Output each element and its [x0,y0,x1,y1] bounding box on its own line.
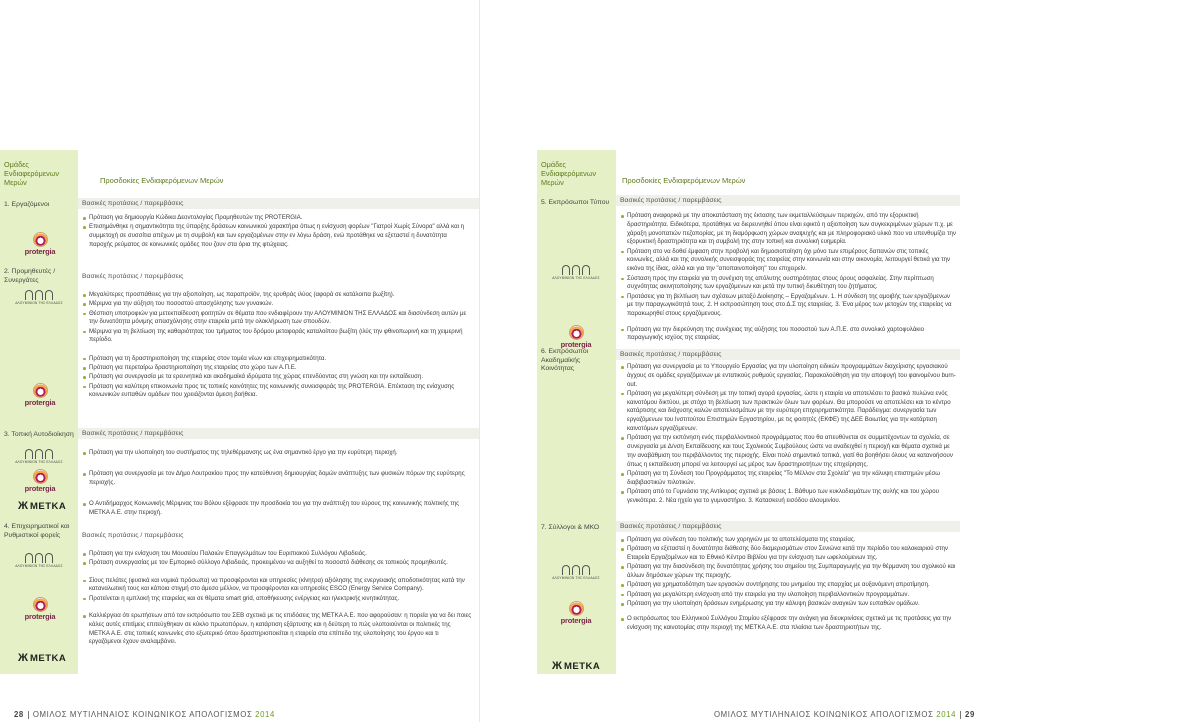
left-sub-label-3: Βασικές προτάσεις / παρεμβάσεις [82,430,184,437]
list-item: Σίους πελάτες (φυσικά και νομικά πρόσωπα) να προσφέρονται και υπηρεσίες (κίνητρα) αξιόλησης της ενεργειακής αποδοτικότητας κατά την καταναλωτική τους και κάποια στιγμή στο άμεσο μέλλον, να προσφέρονται και υπηρεσίες ESCO (Energy Service Company). [82,577,472,595]
metka-logo-1 [18,501,66,512]
list-item: Μέριμνα για τη βελτίωση της καθαριότητας του τμήματος του δρόμου μεταφοράς καταλοίπου βωξίτη (ιλύς την φθινοπωρινή και τη χειμερινή περίοδο. [82,328,472,346]
list-item: Θέσπιση υποτροφιών για μετεκπαίδευση φοιτητών σε θέματα που ενδιαφέρουν την ΑΛΟΥΜΙΝΙΟΝ ΤΗΣ ΕΛΛΑΔΟΣ και διασύνδεση αυτών με την δυνατότητα μόνιμης απασχόλησης στην εταιρεία μετά την ολοκλήρωση των σπουδών. [82,310,472,328]
list-item: Πρόταση για την εκπόνηση ενός περιβαλλοντικού προγράμματος που θα απευθύνεται σε συμμετέχοντων τα σχολεία, σε συνεργασία με Δ/νση Εκπαίδευσης και τους Σχολικούς Συμβούλους ώστε να αναδειχθεί η περιοχή και θέματα σχετικά με την αναβάθμιση του περιβάλλοντος της περιοχής. Είναι πολύ σημαντικό τοπικά, γιατί θα βοηθήσει όλους να κατανοήσουν όπως η εκπαίδευση μπορεί να λειτουργεί ως μέρος των δραστηριοτήτων της επιχείρησης. [620,434,956,469]
left-sub-label-1: Βασικές προτάσεις / παρεμβάσεις [82,200,184,207]
protergia-logo [20,232,60,256]
list-item: Πρόταση για την διασύνδεση της δυνατότητας χρήσης του σημείου της Συμπαραγωγής για την θέρμανση του σχολικού και άλλων δημόσιων χώρων της περιοχής. [620,563,956,581]
right-col-header: Ομάδες Ενδιαφερόμενων Μερών [541,160,597,187]
right-group-7-content [620,536,956,633]
right-sub-label-5: Βασικές προτάσεις / παρεμβάσεις [620,197,722,204]
protergia-wordmark: protergia [24,398,56,407]
alum-logo-5 [552,565,600,580]
metka-wordmark: METKA [563,661,601,672]
list-item: Πρόταση για την υλοποίηση του συστήματος της τηλεθέρμανσης ως ένα σημαντικό έργο για την ευρύτερη περιοχή. [82,449,472,458]
alum-wordmark: ΑΛΟΥΜΙΝΙΟΝ ΤΗΣ ΕΛΛΑΔΟΣ [15,301,63,305]
protergia-mark-icon [33,597,48,612]
left-expectations-title: Προσδοκίες Ενδιαφερόμενων Μερών [100,176,224,185]
metka-logo-3 [552,661,600,672]
footer-divider [960,711,961,719]
right-sub-label-7: Βασικές προτάσεις / παρεμβάσεις [620,523,722,530]
list-item: Πρόταση για την διερεύνηση της συνέχειας της αύξησης του ποσοστού των Α.Π.Ε. στο συνολικό χαρτοφυλάκιο παραγωγικής ισχύος της εταιρείας. [620,326,956,344]
list-item: Πρόταση να εξεταστεί η δυνατότητα διάθεσης δύο διαμερισμάτων στον Σενιώνα κατά την περίοδο του καλοκαιριού στην Εταιρεία Εργαζομένων και το Εθνικό Κέντρο Βιβλίου για την ενίσχυση των ωφελούμενων της. [620,545,956,563]
alum-mark-icon [19,290,59,300]
list-item: Πρόταση για συνεργασία με το Υπουργείο Εργασίας για την υλοποίηση ειδικών προγραμμάτων διαχείρισης εργασιακού άγχους σε ομάδες εργαζόμενων με εντατικούς ρυθμούς εργασίας. Παρακολούθηση για την αποφυγή του φαινομένου burn-out. [620,363,956,389]
right-page [480,0,975,722]
alum-wordmark: ΑΛΟΥΜΙΝΙΟΝ ΤΗΣ ΕΛΛΑΔΟΣ [15,460,63,464]
right-group-6-label: 6. Εκπρόσωποι Ακαδημαϊκής Κοινότητας [541,348,589,372]
left-sub-label-2: Βασικές προτάσεις / παρεμβάσεις [82,273,184,280]
protergia-logo-5 [556,325,596,349]
list-item: Πρόταση για καλύτερη επικοινωνία προς τις τοπικές κοινότητες της κοινωνικής συνεισφοράς της PROTERGIA. Επέκταση της ενίσχυσης κοινωνικών ευπαθών ομάδων που χρειάζονται άμεση βοήθεια. [82,383,472,401]
alum-logo-4 [552,265,600,280]
left-group-2-label: 2. Προμηθευτές / Συνεργάτες [4,268,56,284]
alum-wordmark: ΑΛΟΥΜΙΝΙΟΝ ΤΗΣ ΕΛΛΑΔΟΣ [552,576,600,580]
protergia-wordmark: protergia [560,616,592,625]
protergia-wordmark: protergia [24,484,56,493]
alum-mark-icon [19,449,59,459]
list-item: Πρόταση αναφορικά με την αποκατάσταση της έκτασης των εκμεταλλεύσιμων περιοχών, από την εξορυκτική δραστηριότητα. Ειδικότερα, προτάθηκε να διερευνηθεί όπου είναι εφικτό η αξιοποίηση των συγκεκριμένων χώρων π.χ. με χάραξη μονοπατιών πεζοπορίας, με τη διαμόρφωση χώρων αναψυχής και με πληροφοριακό υλικό που να υπενθυμίζει την εξορυκτική δραστηριότητα και τη συμβολή της στην τοπική και συνολική ευημερία. [620,212,956,247]
list-item: Πρόταση για την υλοποίηση δράσεων ενημέρωσης για την κάλυψη βασικών αναγκών των ευπαθών ομάδων. [620,600,956,609]
right-group-5-content [620,212,956,344]
protergia-wordmark: protergia [24,247,56,256]
protergia-mark-icon [33,232,48,247]
metka-wordmark: METKA [29,653,67,664]
protergia-wordmark: protergia [24,612,56,621]
alum-logo-2 [15,449,63,464]
list-item: Πρόταση για δημιουργία Κώδικα Δεοντολογίας Προμηθευτών της PROTERGIA. [82,214,472,223]
right-group-5-label: 5. Εκπρόσωποι Τύπου [541,199,610,206]
right-stakeholder-column [537,150,616,674]
right-group-7-label: 7. Σύλλογοι & ΜΚΟ [541,524,600,531]
protergia-mark-icon [569,601,584,616]
left-footer [14,708,494,722]
list-item: Πρόταση για τη δραστηριοποίηση της εταιρείας στον τομέα νέων και επιχειρηματικότητα. [82,355,472,364]
list-item: Πρόταση για συνεργασία με τα ερευνητικά και ακαδημαϊκά ιδρύματα της χώρας επενδύοντας στη γνώση και την εκπαίδευση. [82,373,472,382]
list-item: Καλλιέργεια ότι ερωτήσεων από τον εκπρόσωπο του ΣΕΒ σχετικά με τις επιδόσεις της ΜΕΤΚΑ Α.Ε. που αφορούσαν: η πορεία για να δει ποιες κάλες αυτές επιτίμεις επιτεύχθηκαν σε κύκλο πρωτοπόρων, η κατάρτιση εξάρτυσης και η δεύτερη το πώς υλοποιούνται οι πολιτικές της ΜΕΤΚΑ Α.Ε. στις τοπικές κοινωνίες στο εξωτερικό όπου δραστηριοποιείται η εταιρεία στα επίπεδο της υλοποίησης του έργου και τι εργαζόμενοι έχουν αναλαμβάνει. [82,612,472,647]
list-item: Πρόταση για σύνδεση του πολιτικής των χορηγιών με τα αποτελέσματα της εταιρείας. [620,536,956,545]
right-expectations-title: Προσδοκίες Ενδιαφερόμενων Μερών [622,176,746,185]
footer-divider [28,711,29,719]
right-footer [714,708,1194,722]
list-item: Πρόταση για την ενίσχυση του Μουσείου Παλαιών Επαγγελμάτων του Ευριπιακού Συλλόγου Λιβαδειάς. [82,550,472,559]
alum-mark-icon [556,265,596,275]
left-group-1-content [82,214,472,250]
protergia-logo-3 [20,469,60,493]
left-group-4-label: 4. Επιχειρηματικοί και Ρυθμιστικοί φορείς [4,523,70,539]
footer-year-left: 2014 [255,710,275,719]
list-item: Πρόταση από το Γυμνάσιο της Αντίκυρας σχετικά με βάσεις 1. Βάθυμο των κυκλοδιαμάτων της αυλής και του χώρου γενικότερα. 2. Νέα ηχείο για το γυμναστήριο. 3. Κατασκευή εισόδου αλουμινίου. [620,488,956,506]
list-item: Προτάσεις για τη βελτίωση των σχέσεων μεταξύ Διοίκησης – Εργαζομένων. 1. Η σύνδεση της αμοιβής των εργαζόμενων με την παραγωγικότητά τους. 2. Η εκπροσώπηση τους στο Δ.Σ της εταιρείας. 3. Ένα μέρος των μετοχών της εταιρείας να παρακωρηθεί στους εργαζόμενους. [620,293,956,319]
left-group-3-label: 3. Τοπική Αυτοδιοίκηση [4,431,74,438]
left-group-4-content [82,550,472,648]
list-item: Ο εκπρόσωπος του Ελληνικού Συλλόγου Στομίου εξέφρασε την ανάγκη για διευκρινίσεις σχετικά με τις προτάσεις για την ενίσχυση της καινοτομίας στην περιοχή της ΜΕΤΚΑ Α.Ε. στα πλαίσια των δραστηριοτήτων της. [620,615,956,633]
list-item: Σύσταση προς την εταιρεία για τη συνέχιση της απόλυτης ουστηρότητας στους όρους ασφαλείας. Στην περίπτωση συχνότητας ακινητοποίησης των εργαζόμενων και μετά την τυπική διευθέτηση του ζητήματος. [620,275,956,293]
alum-wordmark: ΑΛΟΥΜΙΝΙΟΝ ΤΗΣ ΕΛΛΑΔΟΣ [15,564,63,568]
left-page [0,0,480,722]
list-item: Προτείνεται η εμπλοκή της εταιρείας και σε θέματα smart grid, αποθήκευσης ενέργειας και ηλεκτρικής κινητικότητας. [82,595,472,604]
list-item: Πρόταση για συνεργασία με τον Δήμο Λουτρακίου προς την κατεύθυνση δημιουργίας δομών ανάπτυξης των φυσικών πόρων της ευρύτερης περιοχής. [82,470,472,488]
alum-wordmark: ΑΛΟΥΜΙΝΙΟΝ ΤΗΣ ΕΛΛΑΔΟΣ [552,276,600,280]
list-item: Μέριμνα για την αύξηση του ποσοστού απασχόλησης των γυναικών. [82,300,472,309]
metka-mark-icon: Ж [552,660,562,672]
protergia-mark-icon [33,469,48,484]
list-item: Πρόταση για χρηματοδότηση των εργασιών συντήρησης του μνημείου της επαρχίας με αυξανόμενη απροτίμηση. [620,581,956,590]
right-group-6-content [620,363,956,506]
metka-logo-2 [18,653,66,664]
metka-mark-icon: Ж [18,652,28,664]
alum-logo-3 [15,553,63,568]
protergia-wordmark: protergia [560,340,592,349]
list-item: Πρόταση για μεγαλύτερη σύνδεση με την τοπική αγορά εργασίας, ώστε η εταιρία να αποτελέσει το βασικό πυλώνα ενός καινοτόμου δικτύου, με στόχο τη βελτίωση των πρακτικών όλων των φορέων. Θα μπορούσε να αποτελέσει και το κέντρο κατάρτισης και διάχυσης καλών αποτελεσμάτων με την ευρύτερη επιχειρηματικότητα. Παράδειγμα: συνεργασία των εργαζόμενων του Ινστιτούτου Επιστημών Εργαστηρίου, με τις φοιτητές (ΕΚΦΕ) της ΔΕΕ Βοιωτίας για την κατάρτιση καινοτόμων εργαζόμενων. [620,390,956,434]
left-stakeholder-column [0,150,78,674]
protergia-logo-2 [20,383,60,407]
list-item: Ο Αντιδήμαρχος Κοινωνικής Μέριμνας του Βόλου εξέφρασε την προσδοκία του για την ανάπτυξη του εύρους της κοινωνικής πολιτικής της ΜΕΤΚΑ Α.Ε. στην περιοχή. [82,500,472,518]
left-sub-label-4: Βασικές προτάσεις / παρεμβάσεις [82,532,184,539]
alum-logo-1 [15,290,63,305]
left-group-2-content [82,291,472,401]
metka-wordmark: METKA [29,501,67,512]
left-group-3-content [82,449,472,518]
page-number-right: 29 [965,710,975,719]
left-col-header: Ομάδες Ενδιαφερόμενων Μερών [4,160,60,187]
list-item: Πρόταση για μεγαλύτερη ενίσχυση από την εταιρεία για την υλοποίηση περιβαλλοντικών προγραμμάτων. [620,591,956,600]
protergia-logo-6 [556,601,596,625]
list-item: Πρόταση συνεργασίας με τον Εμπορικό σύλλογο Λιβαδειάς, προκειμένου να αυξηθεί το ποσοστό διάθεσης σε τοπικούς προμηθευτές. [82,559,472,568]
list-item: Πρόταση στο να δοθεί έμφαση στην προβολή και δημοσιοποίηση όχι μόνο των επιμέρους δαπανών στις τοπικές κοινωνίες, αλλά και της συνολικής συνεισφοράς της εταιρείας στην κοινωνία και στην οικονομία, λειτουργεί θετικά για την εικόνα της ίδιας, αλλά και για την "αποπαινοποίηση" του επιχειρείν. [620,248,956,274]
footer-year-right: 2014 [936,710,957,719]
alum-mark-icon [556,565,596,575]
footer-title-left: ΟΜΙΛΟΣ ΜΥΤΙΛΗΝΑΙΟΣ ΚΟΙΝΩΝΙΚΟΣ ΑΠΟΛΟΓΙΣΜΟΣ [32,710,253,719]
right-sub-label-6: Βασικές προτάσεις / παρεμβάσεις [620,351,722,358]
footer-title-right: ΟΜΙΛΟΣ ΜΥΤΙΛΗΝΑΙΟΣ ΚΟΙΝΩΝΙΚΟΣ ΑΠΟΛΟΓΙΣΜΟΣ [714,710,934,719]
list-item: Μεγαλύτερες προσπάθειες για την αξιοποίηση, ως παραπροϊόν, της ερυθράς ιλύος (αφορά σε κατάλοιπα βωξίτη). [82,291,472,300]
page-number-left: 28 [14,710,24,719]
list-item: Πρόταση για περεταίρω δραστηριοποίηση της εταιρείας στο χώρο των Α.Π.Ε. [82,364,472,373]
metka-mark-icon: Ж [18,500,28,512]
alum-mark-icon [19,553,59,563]
list-item: Επισημάνθηκε η σημαντικότητα της ύπαρξης δράσεων κοινωνικού χαρακτήρα όπως η ενίσχυση φορέων "Γιατροί Χωρίς Σύνορα" αλλά και η συμμετοχή σε συσσίτια απέχων με τη συμβολή και των εργαζομένων στην εν λόγω δράση, ενώ προτάθηκε να εξεταστεί η δυνατότητα παροχής ρεύματος σε κοινωνικές ομάδες που ζουν στα όρια της φτώχειας. [82,223,472,249]
list-item: Πρόταση για τη Σύνδεση του Προγράμματος της εταιρείας "Το Μέλλον στα Σχολεία" για την κάλυψη επιστημών μέσω διαβιβαστικών πιλοτικών. [620,470,956,488]
protergia-mark-icon [569,325,584,340]
left-group-1-label: 1. Εργαζόμενοι [4,201,50,208]
protergia-logo-4 [20,597,60,621]
protergia-mark-icon [33,383,48,398]
